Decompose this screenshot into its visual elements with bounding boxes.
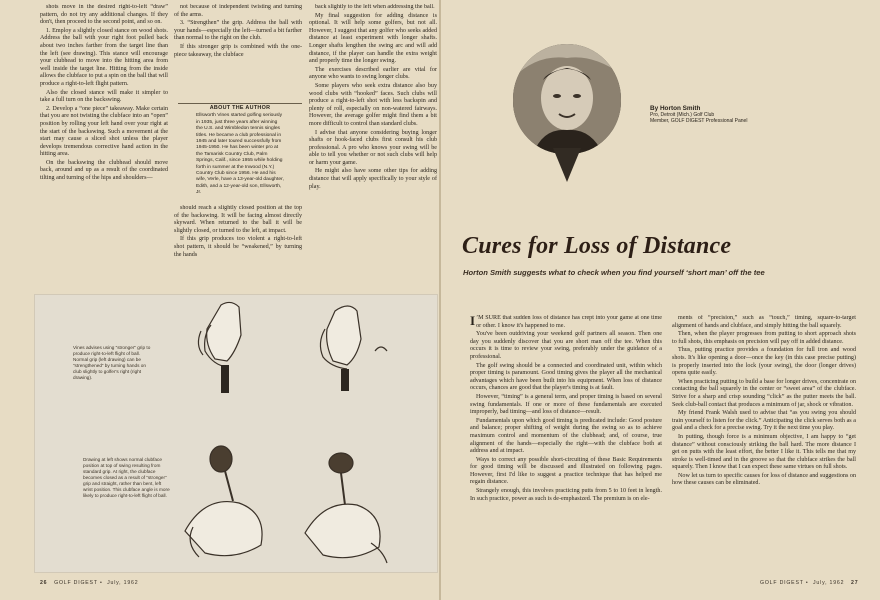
portrait-pointer (553, 148, 581, 182)
paragraph: Some players who seek extra distance also buy wood clubs with “hooked” faces. Such clubs will produce a right-to-left shot with less backspin and plenty of roll, especially on non-watered fairways. However, the average golfer might find them a bit more difficult to control than standard clubs. (309, 82, 437, 127)
paragraph: When practicing putting to build a base for longer drives, concentrate on contacting the ball squarely in the center or “sweet area” of the clubface. Strive for a sharp and crisp sounding “click” as the putter meets the ball. Seek club-ball contact that produces a minimum of jar, shock or vibration. (672, 378, 856, 408)
paragraph: The golf swing should be a connected and coordinated unit, within which proper timing is paramount. Good timing gives the player all the mechanical advantages which have been built into his equipment. When loss of distance occurs, chances are good that the player's timing is at fault. (470, 362, 662, 392)
paragraph: You've been outdriving your weekend golf partners all season. Then one day you suddenly discover that you are short man off the tee. When this occurs it is time to review your swing, preferably under the guidance of a professional. (470, 331, 662, 360)
lead-paragraph (470, 315, 662, 330)
paragraph: My friend Frank Walsh used to advise that “as you swing you should train yourself to listen for the click.” Anticipating the click serves both as a goal and a check for a precise swing. Try it the next time you play. (672, 410, 856, 432)
about-title: ABOUT THE AUTHOR (209, 105, 271, 111)
lead-text: ’M SURE that sudden loss of distance has crept into your game at one time or other. I know it's happened to me. (476, 315, 662, 329)
article-deck: Horton Smith suggests what to check when you find yourself ‘short man’ off the tee (463, 268, 765, 277)
caption-clubface: Drawing at left shows normal clubface position at top of swing resulting from standard grip. At right, the clubface becomes closed as a result of “stronger” grip and straight, rather than bent, left wrist position. This clubface angle is more likely to produce right-to-left flight of ball. (83, 457, 170, 498)
paragraph: If this stronger grip is combined with the one-piece takeaway, the clubface (174, 43, 302, 58)
caption-grip: Vines advises using “stronger” grip to produce right-to-left flight of ball. Normal grip (left drawing) can be “strengthened” by turning hands on club slightly to golfer's right (right drawing). (73, 345, 151, 380)
golfer-portrait-photo (513, 44, 621, 154)
about-body: Ellsworth Vines started golfing seriously in 1935, just three years after winning the U.S. and Wimbledon tennis singles titles. He became a club professional in 1945 and later toured successfully from 1945-1950. He has been winter pro at the Tamarisk Country Club, Palm Springs, Calif., since 1955 while holding forth in summer at the Inwood (N.Y.) Country Club since 1956. He and his wife, Verle, have a 13-year-old daughter, Edith, and a 12-year-old son, Ellsworth, Jr. (196, 113, 284, 196)
paragraph: not because of independent twisting and turning of the arms. (174, 4, 302, 18)
left-column-2-bottom (174, 205, 302, 285)
dropcap: I (470, 315, 476, 328)
paragraph: back slightly to the left when addressing the ball. (315, 4, 435, 10)
grip-drawing-icon (35, 295, 437, 572)
issue-date: July, 1962 (107, 580, 139, 586)
paragraph: 3. “Strengthen” the grip. Address the ball with your hands—especially the left—turned a bit farther than normal to the right on the club. (174, 20, 302, 42)
article-title: Cures for Loss of Distance (462, 233, 732, 259)
closed-clubface-drawing (305, 453, 387, 563)
paragraph: He might also have some other tips for adding distance that will apply specifically to your style of play. (309, 168, 437, 190)
paragraph: If this grip produces too violent a right-to-left shot pattern, it should be “weakened,” by turning the hands (174, 236, 302, 258)
paragraph: The exercises described earlier are vital for anyone who wants to swing longer clubs. (309, 66, 437, 81)
about-divider (178, 103, 302, 104)
grip-illustration (34, 294, 438, 573)
paragraph: Also the closed stance will make it simpler to take a full turn on the backswing. (40, 89, 168, 104)
paragraph: should reach a slightly closed position at the top of the backswing. It will be facing almost directly skyward. When returned to the ball it will be slightly closed, or turned to the left, at impact. (174, 205, 302, 234)
author-byline (650, 105, 780, 125)
paragraph: shots move in the desired right-to-left “draw” pattern, do not try any additional changes. If they don't, then proceed to the second point, and so on. (40, 4, 168, 26)
footer-left: 26 GOLF DIGEST • July, 1962 (40, 580, 139, 586)
byline-name: By Horton Smith (650, 105, 701, 112)
paragraph: 1. Employ a slightly closed stance on wood shots. Address the ball with your right foot pulled back about two inches farther from the target line than the left (see drawing). This stance will encourage your clubhead to move into the hitting area from well inside the target line. Hitting from the inside allows the clubface to put a spin on the ball that will produce a right-to-left flight pattern. (40, 27, 168, 87)
magazine-name: GOLF DIGEST (760, 580, 804, 586)
about-the-author-box (196, 105, 284, 197)
strong-grip-drawing (320, 306, 387, 391)
byline-affiliation: Pro, Detroit (Mich.) Golf Club (650, 112, 715, 118)
paragraph: Thus, putting practice provides a foundation for full iron and wood shots. It's like opening a door—once the key (in this case precise putting) is properly inserted into the lock (your swing), the door (longer drives) opens quite easily. (672, 347, 856, 377)
paragraph: Ways to correct any possible short-circuiting of these Basic Requirements for good timing will be discussed and illustrated on following pages. However, first I'd like to suggest a practice technique that has helped me regain distance. (470, 456, 662, 486)
right-column-1 (470, 315, 662, 577)
paragraph: I advise that anyone considering buying longer shafts or hook-faced clubs first consult his club professional. A pro who knows your swing will be able to tell you whether or not such clubs will help or harm your game. (309, 129, 437, 166)
issue-date: July, 1962 (813, 580, 845, 586)
normal-grip-drawing (198, 302, 241, 393)
paragraph: In putting, though force is a minimum objective, I am happy to “get distance” without consciously striking the ball hard. The more distance I get on putts with the least effort, the better I like it. This tells me that my stroke is well-timed and in the groove so that the clubface strikes the ball squarely. Then I know that I can expect these same virtues on full shots. (672, 433, 856, 471)
paragraph: ments of “precision,” such as “touch,” timing, square-to-target alignment of hands and clubface, and simply hitting the ball squarely. (672, 315, 856, 329)
paragraph: On the backswing the clubhead should move back, around and up as a result of the coordinated tilting and turning of the hips and shoulders— (40, 159, 168, 182)
magazine-name: GOLF DIGEST (54, 580, 98, 586)
paragraph: However, “timing” is a general term, and proper timing is based on several swing fundamentals. If one or more of these fundamentals are executed improperly, bad timing—and loss of distance—result. (470, 393, 662, 416)
left-column-2-top (174, 4, 302, 96)
portrait-illustration (513, 44, 621, 154)
paragraph: Strangely enough, this involves practicing putts from 5 to 10 feet in length. In such practice, power as such is de-emphasized. The premium is on ele- (470, 488, 662, 502)
paragraph: Then, when the player progresses from putting to short approach shots to full shots, this emphasis on precision will pay off in added distance. (672, 331, 856, 345)
left-column-3 (309, 4, 437, 276)
paragraph: My final suggestion for adding distance is optional. It will help some golfers, but not all. However, I suggest that any golfer who seeks added distance at least experiment with longer shafts. Longer shafts lengthen the swing arc and will add distance, if the player can handle the extra weight and properly time the longer swing. (309, 12, 437, 65)
page-number: 27 (851, 580, 859, 586)
paragraph: Now let us turn to specific causes for loss of distance and suggestions on how these causes can be eliminated. (672, 472, 856, 487)
paragraph: 2. Develop a “one piece” takeaway. Make certain that you are not twisting the clubface into an “open” position by rolling your left hand over your right at the start of the backswing. Such a movement at the start may cause a sliced shot unless the player develops tremendous corrective hand action in the hitting area. (40, 105, 168, 158)
right-column-2 (672, 315, 856, 577)
left-column-1 (40, 4, 168, 290)
paragraph: Fundamentals upon which good timing is predicated include: Good posture and balance; proper shifting of weight during the swing so as to achieve maximum control and momentum of the clubhead; and, of course, true alignment of the hands—especially the right—with the clubface both at address and at impact. (470, 417, 662, 455)
footer-right: GOLF DIGEST • July, 1962 27 (760, 580, 859, 586)
page-number: 26 (40, 580, 48, 586)
page-gutter (439, 0, 441, 600)
byline-membership: Member, GOLF DIGEST Professional Panel (650, 118, 748, 125)
normal-clubface-drawing (185, 446, 262, 557)
